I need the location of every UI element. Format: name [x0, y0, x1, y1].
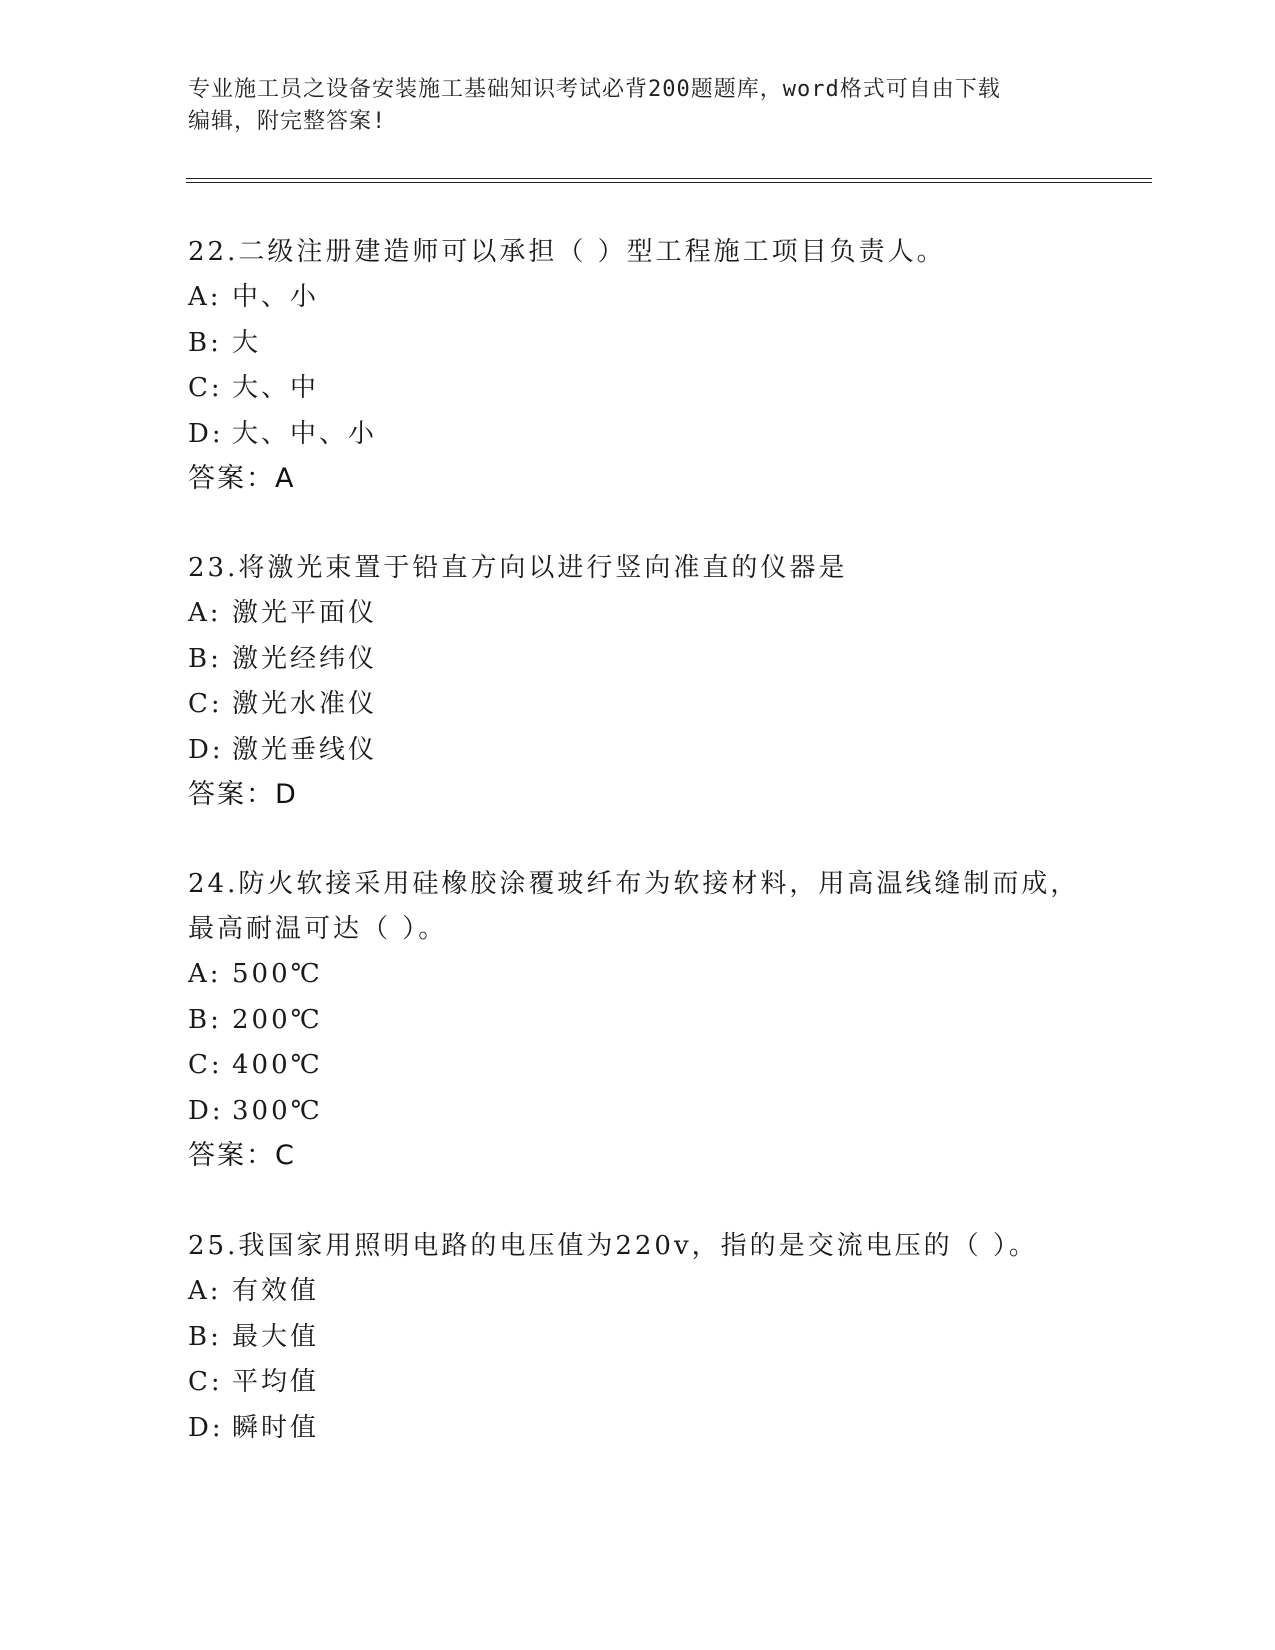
header-divider-top: [186, 178, 1152, 179]
header-line-1: 专业施工员之设备安装施工基础知识考试必背200题题库，word格式可自由下载: [188, 77, 1001, 102]
option-text: 有效值: [232, 1276, 320, 1306]
option-text: 激光经纬仪: [232, 643, 378, 674]
option-key: D:: [188, 418, 224, 449]
option-key: D:: [188, 734, 224, 765]
option-key: C:: [188, 1050, 223, 1080]
option-text: 400℃: [232, 1050, 323, 1080]
option-text: 激光垂线仪: [232, 734, 378, 765]
option-text: 300℃: [232, 1095, 323, 1126]
question-22: [188, 230, 1088, 501]
option-key: C:: [188, 1367, 223, 1397]
option-b: [188, 998, 1088, 1044]
option-key: A:: [188, 282, 222, 312]
option-text: 大: [232, 327, 262, 358]
option-text: 激光水准仪: [232, 689, 378, 719]
question-text-continued: 最高耐温可达（ ）。: [188, 914, 448, 944]
option-key: A:: [188, 598, 222, 628]
question-text: 23.将激光束置于铅直方向以进行竖向准直的仪器是: [188, 553, 848, 583]
option-text: 平均值: [232, 1367, 320, 1397]
option-text: 最大值: [232, 1321, 320, 1352]
option-c: [188, 682, 1088, 728]
document-header: [188, 74, 1068, 138]
option-a: [188, 275, 1088, 321]
question-text: 22.二级注册建造师可以承担（ ）型工程施工项目负责人。: [188, 237, 946, 267]
option-c: [188, 1043, 1088, 1089]
option-text: 大、中、小: [232, 418, 378, 449]
option-text: 瞬时值: [232, 1412, 320, 1443]
option-b: [188, 321, 1088, 367]
header-line-2: 编辑，附完整答案!: [188, 109, 387, 134]
option-d: [188, 1089, 1088, 1135]
option-key: B:: [188, 1321, 222, 1352]
option-text: 中、小: [232, 282, 320, 312]
option-a: [188, 591, 1088, 637]
option-key: C:: [188, 689, 223, 719]
answer-label: 答案：A: [188, 463, 296, 494]
option-b: [188, 1315, 1088, 1361]
option-key: A:: [188, 959, 222, 989]
option-c: [188, 1360, 1088, 1406]
option-key: D:: [188, 1095, 224, 1126]
option-d: [188, 412, 1088, 458]
option-key: B:: [188, 643, 222, 674]
question-text: 25.我国家用照明电路的电压值为220v，指的是交流电压的（ ）。: [188, 1231, 1038, 1261]
option-key: A:: [188, 1276, 222, 1306]
question-25: [188, 1224, 1088, 1451]
option-a: [188, 1269, 1088, 1315]
option-d: [188, 728, 1088, 774]
option-key: D:: [188, 1412, 224, 1443]
answer-label: 答案：C: [188, 1140, 296, 1171]
option-b: [188, 637, 1088, 683]
option-text: 200℃: [232, 1004, 323, 1035]
question-24: [188, 862, 1088, 1178]
option-a: [188, 952, 1088, 998]
question-23: [188, 546, 1088, 817]
option-text: 激光平面仪: [232, 598, 378, 628]
option-d: [188, 1406, 1088, 1452]
option-key: C:: [188, 373, 223, 403]
header-divider-bottom: [186, 182, 1152, 183]
option-c: [188, 366, 1088, 412]
option-text: 大、中: [232, 373, 320, 403]
option-key: B:: [188, 327, 222, 358]
question-text: 24.防火软接采用硅橡胶涂覆玻纤布为软接材料，用高温线缝制而成，: [188, 869, 1080, 899]
option-text: 500℃: [232, 959, 323, 989]
answer-label: 答案：D: [188, 779, 298, 810]
option-key: B:: [188, 1004, 222, 1035]
